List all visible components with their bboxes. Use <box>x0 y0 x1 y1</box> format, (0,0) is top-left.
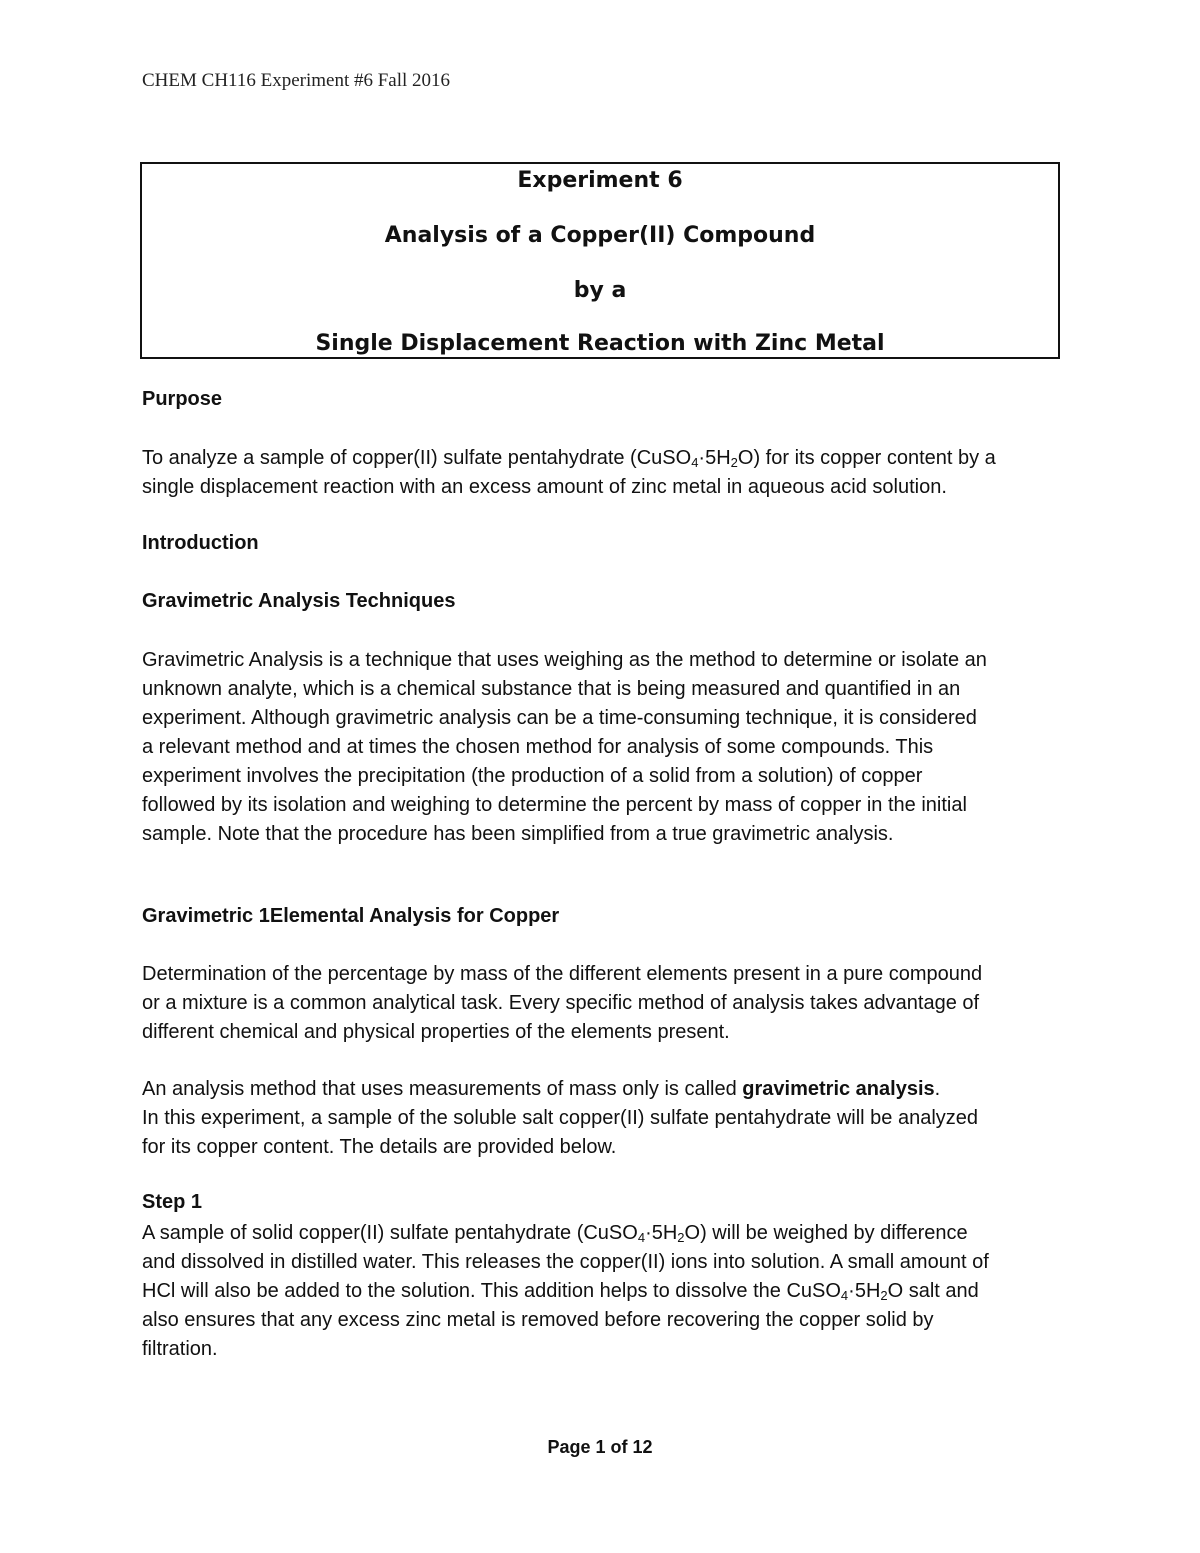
title-connector: by a <box>573 278 627 303</box>
paragraph-line: a relevant method and at times the chosen method for analysis of some compounds. This <box>142 736 934 758</box>
step1-line-1: A sample of solid copper(II) sulfate pentahydrate $(CuSO_4\cdot 5H_2O)$ will be weighed by difference <box>142 1222 968 1245</box>
paragraph-line: In this experiment, a sample of the soluble salt copper(II) sulfate pentahydrate will be analyzed <box>142 1107 979 1129</box>
paragraph-line: or a mixture is a common analytical task. Every specific method of analysis takes advantage of <box>142 992 980 1014</box>
paragraph-line: different chemical and physical properties of the elements present. <box>142 1021 730 1043</box>
purpose-line-1: To analyze a sample of copper(II) sulfate pentahydrate $(CuSO_4\cdot 5H_2O)$ for its copper content by a <box>142 447 996 470</box>
paragraph-line: and dissolved in distilled water. This releases the copper(II) ions into solution. A small amount of <box>142 1251 989 1273</box>
paragraph-line: sample. Note that the procedure has been simplified from a true gravimetric analysis. <box>142 823 894 845</box>
purpose-paragraph <box>142 444 1072 502</box>
formula: $CuSO_4\cdot 5H_2O$ <box>786 1280 904 1303</box>
paragraph-line: Gravimetric Analysis is a technique that uses weighing as the method to determine or isolate an <box>142 649 987 671</box>
paragraph-line: experiment involves the precipitation (the production of a solid from a solution) of copper <box>142 765 923 787</box>
formula: $CuSO_4\cdot 5H_2O$ <box>583 1222 701 1245</box>
paragraph-line: followed by its isolation and weighing to determine the percent by mass of copper in the initial <box>142 794 967 816</box>
running-header: CHEM CH116 Experiment #6 Fall 2016 <box>142 70 451 91</box>
gravimetric-definition-paragraph <box>142 1075 1072 1162</box>
step1-heading: Step 1 <box>142 1191 203 1213</box>
paragraph-line: Determination of the percentage by mass of the different elements present in a pure compound <box>142 963 983 985</box>
definition-line: An analysis method that uses measurements of mass only is called gravimetric analysis. <box>142 1078 941 1100</box>
experiment-number: Experiment 6 <box>517 168 683 193</box>
introduction-heading: Introduction <box>142 532 259 554</box>
elemental-analysis-paragraph <box>142 960 1072 1047</box>
experiment-title: Analysis of a Copper(II) Compound <box>384 223 816 248</box>
page-number-footer: Page 1 of 12 <box>547 1437 653 1457</box>
purpose-heading: Purpose <box>142 388 223 410</box>
paragraph-line: experiment. Although gravimetric analysis can be a time-consuming technique, it is considered <box>142 707 977 729</box>
experiment-subtitle: Single Displacement Reaction with Zinc Metal <box>315 331 885 356</box>
step1-paragraph <box>142 1219 1072 1364</box>
purpose-line-2: single displacement reaction with an excess amount of zinc metal in aqueous acid solution. <box>142 476 947 498</box>
paragraph-line: filtration. <box>142 1338 218 1360</box>
title-box <box>140 162 1060 359</box>
step1-line-3: HCl will also be added to the solution. This addition helps to dissolve the $CuSO_4\cdot 5H_2O$ salt and <box>142 1280 979 1303</box>
formula: $CuSO_4\cdot 5H_2O$ <box>636 447 754 470</box>
paragraph-line: unknown analyte, which is a chemical substance that is being measured and quantified in an <box>142 678 961 700</box>
gravimetric-techniques-heading: Gravimetric Analysis Techniques <box>142 590 456 612</box>
term-gravimetric-analysis: gravimetric analysis <box>742 1078 935 1100</box>
paragraph-line: also ensures that any excess zinc metal is removed before recovering the copper solid by <box>142 1309 934 1331</box>
paragraph-line: for its copper content. The details are provided below. <box>142 1136 617 1158</box>
gravimetric-techniques-paragraph <box>142 646 1072 849</box>
elemental-analysis-heading: Gravimetric 1Elemental Analysis for Copper <box>142 905 560 927</box>
